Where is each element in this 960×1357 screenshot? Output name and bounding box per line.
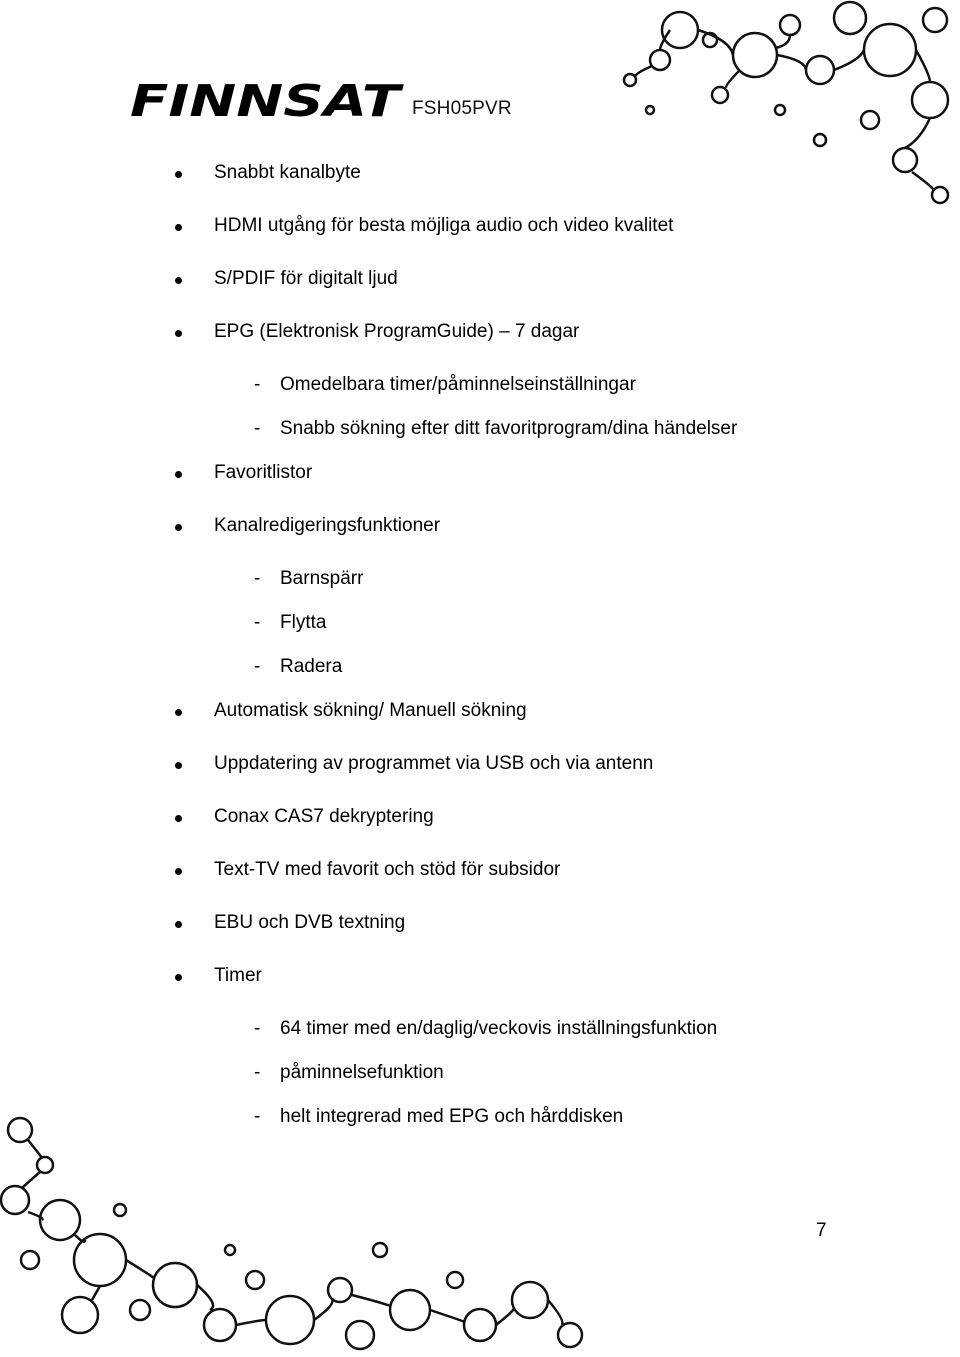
list-item: Automatisk sökning/ Manuell sökning [214, 700, 527, 721]
finnsat-logo [130, 80, 405, 120]
sub-item-dash: - [254, 1106, 261, 1127]
list-item: HDMI utgång för besta möjliga audio och video kvalitet [214, 215, 674, 236]
sub-item-dash: - [254, 1018, 261, 1039]
sub-item-dash: - [254, 374, 261, 395]
bullet-point [175, 974, 182, 981]
sub-list-item: Flytta [280, 612, 327, 633]
list-item: Favoritlistor [214, 462, 313, 483]
bullet-point [175, 224, 182, 231]
sub-list-item: Omedelbara timer/påminnelseinställningar [280, 374, 636, 395]
model-number: FSH05PVR [412, 98, 512, 119]
list-item: EBU och DVB textning [214, 912, 406, 933]
decorative-bubbles-bottom [0, 1110, 600, 1357]
bullet-point [175, 277, 182, 284]
bullet-point [175, 709, 182, 716]
list-item: Text-TV med favorit och stöd för subsidor [214, 859, 561, 880]
bullet-point [175, 171, 182, 178]
bullet-point [175, 815, 182, 822]
sub-item-dash: - [254, 568, 261, 589]
sub-item-dash: - [254, 612, 261, 633]
bullet-point [175, 762, 182, 769]
bullet-point [175, 921, 182, 928]
list-item: Kanalredigeringsfunktioner [214, 515, 441, 536]
bullet-point [175, 471, 182, 478]
list-item: EPG (Elektronisk ProgramGuide) – 7 dagar [214, 321, 580, 342]
bullet-point [175, 868, 182, 875]
sub-list-item: Barnspärr [280, 568, 364, 589]
sub-list-item: helt integrerad med EPG och hårddisken [280, 1106, 624, 1127]
sub-list-item: Radera [280, 656, 343, 677]
list-item: Uppdatering av programmet via USB och via antenn [214, 753, 654, 774]
sub-item-dash: - [254, 656, 261, 677]
list-item: Conax CAS7 dekryptering [214, 806, 434, 827]
sub-item-dash: - [254, 1062, 261, 1083]
list-item: Snabbt kanalbyte [214, 162, 361, 183]
decorative-bubbles-top [590, 0, 960, 240]
sub-list-item: Snabb sökning efter ditt favoritprogram/dina händelser [280, 418, 738, 439]
page-number: 7 [816, 1220, 827, 1241]
bullet-point [175, 330, 182, 337]
list-item: Timer [214, 965, 262, 986]
sub-item-dash: - [254, 418, 261, 439]
list-item: S/PDIF för digitalt ljud [214, 268, 398, 289]
bullet-point [175, 524, 182, 531]
sub-list-item: 64 timer med en/daglig/veckovis inställningsfunktion [280, 1018, 718, 1039]
svg-text:FINNSAT: FINNSAT [130, 80, 404, 120]
sub-list-item: påminnelsefunktion [280, 1062, 444, 1083]
